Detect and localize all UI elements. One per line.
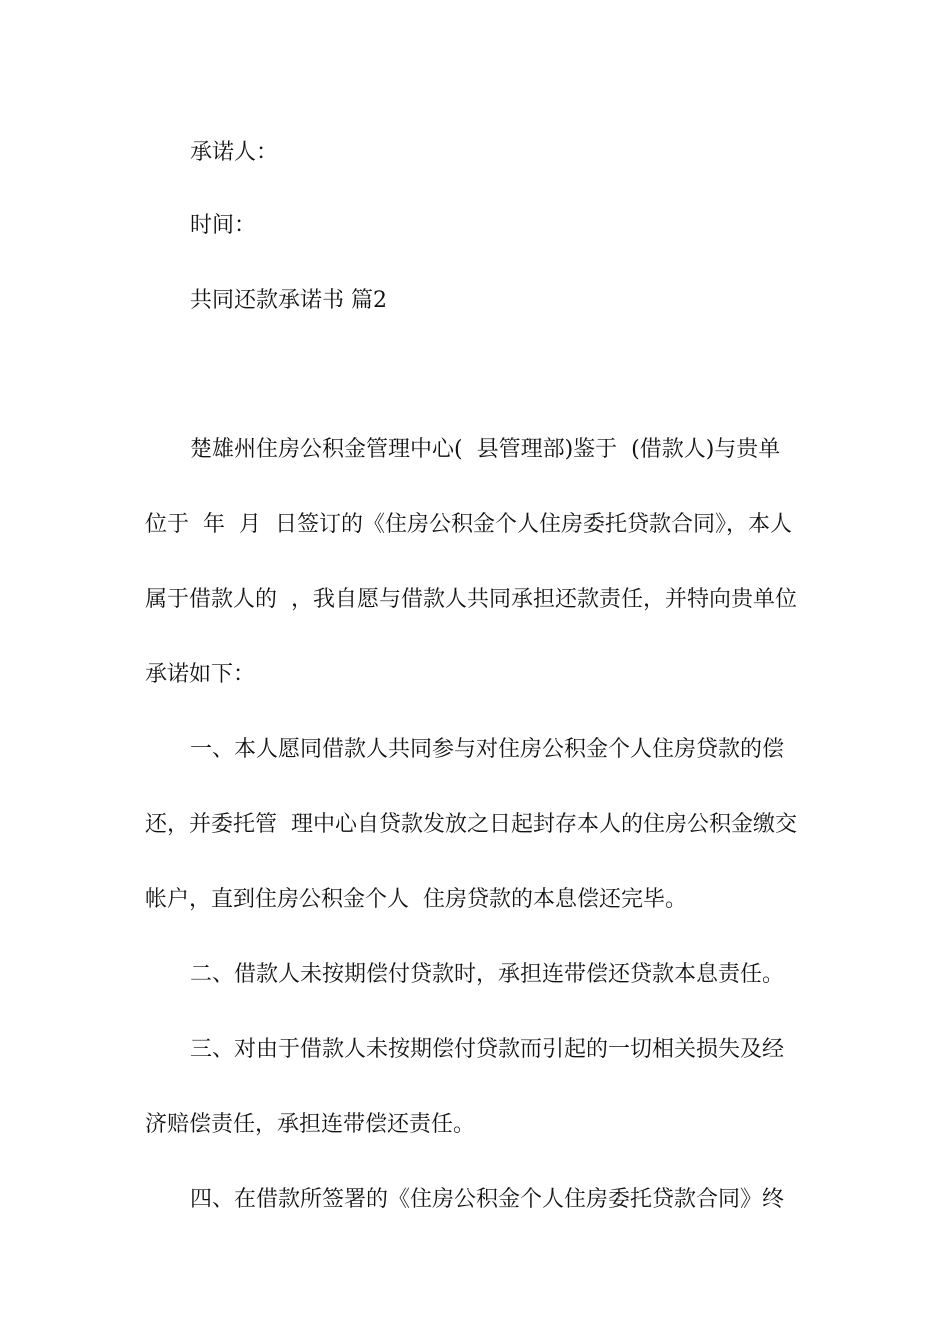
paragraph-line: 济赔偿责任，承担连带偿还责任。 xyxy=(145,1112,476,1137)
paragraph-line: 楚雄州住房公积金管理中心( 县管理部)鉴于 (借款人)与贵单 xyxy=(190,437,781,462)
paragraph-line: 承诺如下： xyxy=(145,662,256,687)
paragraph-line: 还，并委托管 理中心自贷款发放之日起封存本人的住房公积金缴交 xyxy=(145,812,797,837)
paragraph-line: 三、对由于借款人未按期偿付贷款而引起的一切相关损失及经 xyxy=(190,1037,785,1062)
paragraph-line: 位于 年 月 日签订的《住房公积金个人住房委托贷款合同》，本人 xyxy=(145,512,792,537)
paragraph-line: 二、借款人未按期偿付贷款时，承担连带偿还贷款本息责任。 xyxy=(190,962,785,987)
signer-label: 承诺人： xyxy=(190,140,279,165)
date-label: 时间： xyxy=(190,213,257,238)
section-title: 共同还款承诺书 篇2 xyxy=(190,288,387,313)
paragraph-line: 一、本人愿同借款人共同参与对住房公积金个人住房贷款的偿 xyxy=(190,737,785,762)
paragraph-line: 属于借款人的 ，我自愿与借款人共同承担还款责任，并特向贵单位 xyxy=(145,587,797,612)
paragraph-line: 帐户，直到住房公积金个人 住房贷款的本息偿还完毕。 xyxy=(145,887,687,912)
paragraph-line: 四、在借款所签署的《住房公积金个人住房委托贷款合同》终 xyxy=(190,1187,785,1212)
